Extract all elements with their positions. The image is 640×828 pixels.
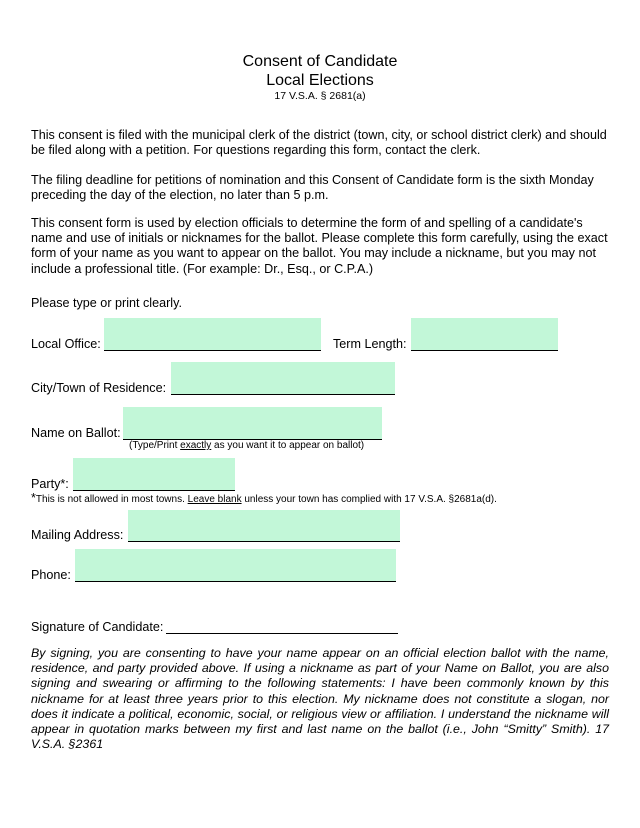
- party-note-star: *: [31, 491, 36, 505]
- intro-paragraph-deadline: The filing deadline for petitions of nomination and this Consent of Candidate form is the sixth Monday preceding the day of the election, no later than 5 p.m.: [31, 173, 594, 203]
- mailing-address-input[interactable]: [128, 510, 400, 542]
- phone-input[interactable]: [75, 549, 396, 582]
- party-input[interactable]: [73, 458, 235, 491]
- name-on-ballot-field[interactable]: [123, 407, 382, 440]
- intro-paragraph-filing: This consent is filed with the municipal clerk of the district (town, city, or school district clerk) and should be filed along with a petition. For questions regarding this form, contact the clerk.: [31, 128, 607, 158]
- local-office-field[interactable]: [104, 318, 321, 351]
- name-on-ballot-label: Name on Ballot:: [31, 426, 121, 440]
- phone-underline: [75, 581, 396, 582]
- mailing-address-field[interactable]: [128, 510, 400, 542]
- term-length-input[interactable]: [411, 318, 558, 351]
- local-office-input[interactable]: [104, 318, 321, 351]
- residence-input[interactable]: [171, 362, 395, 395]
- residence-label: City/Town of Residence:: [31, 381, 167, 395]
- party-note: [31, 492, 497, 506]
- residence-field[interactable]: [171, 362, 395, 395]
- signature-line[interactable]: [166, 633, 398, 634]
- party-underline: [73, 490, 235, 491]
- print-instruction: Please type or print clearly.: [31, 296, 182, 310]
- local-office-underline: [104, 350, 321, 351]
- intro-paragraph-usage: This consent form is used by election officials to determine the form of and spelling of a candidate's name and use of initials or nicknames for the ballot. Please complete this form carefully, using the exact form of your name as you want to appear on the ballot. You may include a nickname, but you may not include a professional title. (For example: Dr., Esq., or C.P.A.): [31, 216, 608, 276]
- hint-text-emphasis: exactly: [180, 440, 212, 451]
- signing-statement: By signing, you are consenting to have your name appear on an official election ballot with the name, residence, and party provided above. If using a nickname as part of your Name on Ballot, you are also signing and swearing or affirming to the following statements: I have been commonly known by this nickname for at least three years prior to this election. My nickname does not constitute a slogan, nor does it indicate a political, economic, social, or religious view or affiliation. I understand the nickname will appear in quotation marks between my first and last name on the ballot (i.e., John “Smitty” Smith). 17 V.S.A. §2361: [31, 646, 609, 752]
- party-label: Party*:: [31, 477, 69, 491]
- signature-label: Signature of Candidate:: [31, 620, 164, 634]
- residence-underline: [171, 394, 395, 395]
- phone-field[interactable]: [75, 549, 396, 582]
- hint-text-pre: (Type/Print: [129, 440, 181, 451]
- hint-text-post: as you want it to appear on ballot): [211, 440, 365, 451]
- form-subtitle: Local Elections: [266, 72, 374, 89]
- party-note-emphasis: Leave blank: [187, 494, 242, 505]
- term-length-label: Term Length:: [333, 337, 407, 351]
- phone-label: Phone:: [31, 568, 71, 582]
- local-office-label: Local Office:: [31, 337, 101, 351]
- party-field[interactable]: [73, 458, 235, 491]
- term-length-underline: [411, 350, 558, 351]
- name-on-ballot-input[interactable]: [123, 407, 382, 440]
- mailing-address-label: Mailing Address:: [31, 528, 124, 542]
- party-note-post: unless your town has complied with 17 V.S.A. §2681a(d).: [241, 494, 497, 505]
- form-title: Consent of Candidate: [242, 53, 398, 70]
- mailing-address-underline: [128, 541, 400, 542]
- party-note-pre: This is not allowed in most towns.: [35, 494, 188, 505]
- statute-citation: 17 V.S.A. § 2681(a): [274, 90, 366, 102]
- name-on-ballot-hint: [129, 440, 364, 452]
- term-length-field[interactable]: [411, 318, 558, 351]
